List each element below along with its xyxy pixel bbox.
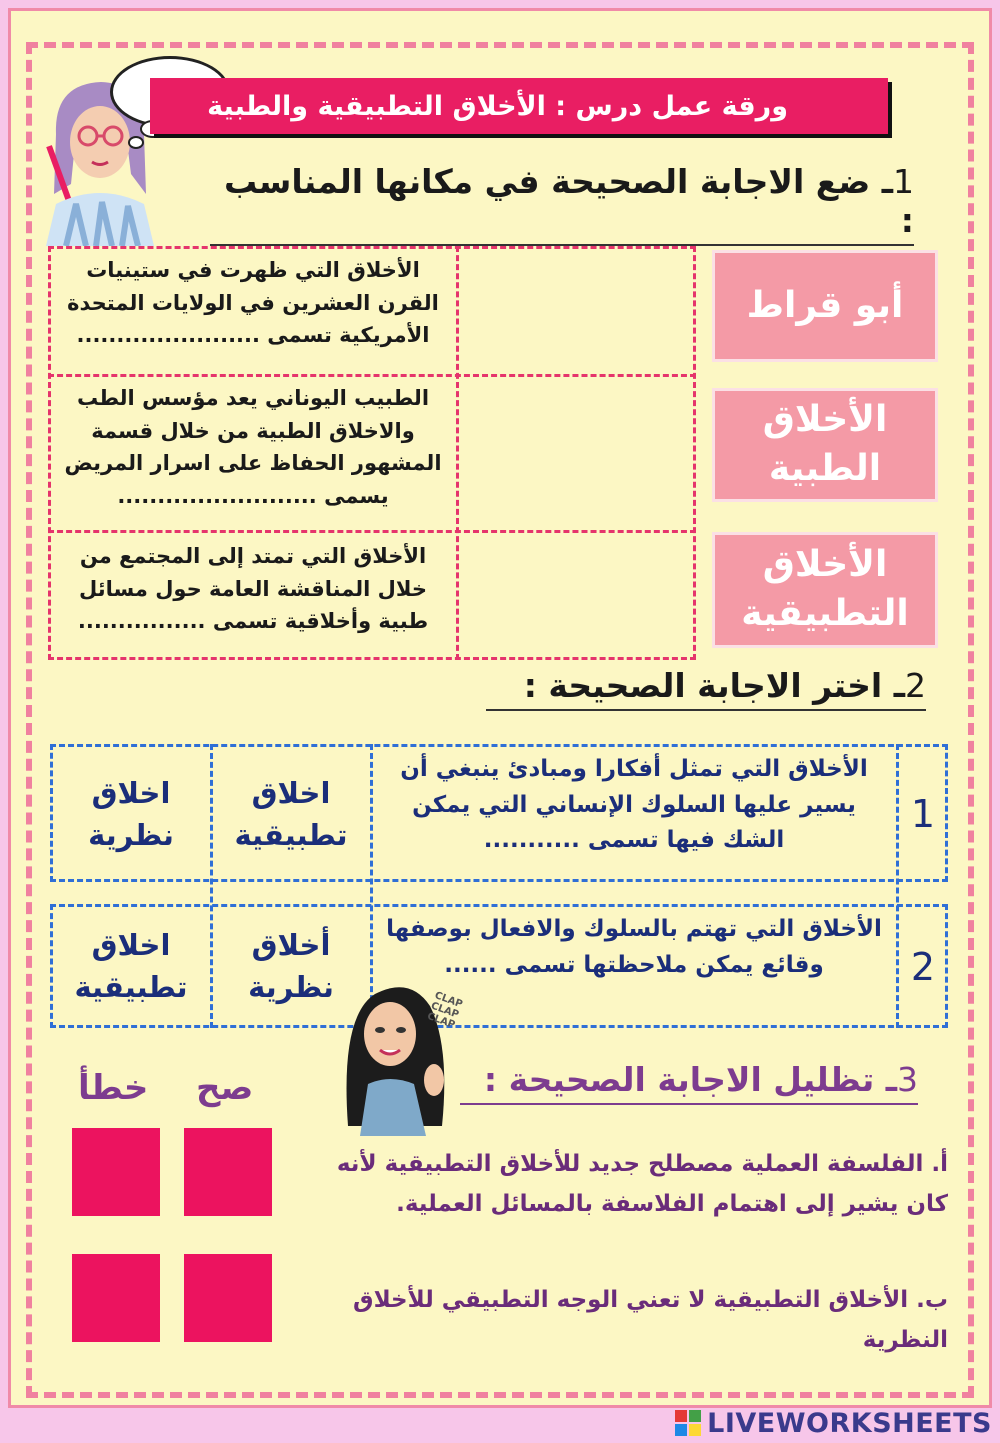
false-label: خطأ xyxy=(78,1068,149,1108)
thought-bubble-dot xyxy=(128,136,144,149)
section2-heading-text: ـ اختر الاجابة الصحيحة : xyxy=(523,666,905,705)
grid-divider xyxy=(48,530,696,533)
draggable-term[interactable]: الأخلاق التطبيقية xyxy=(712,532,938,648)
match-description: الأخلاق التي ظهرت في ستينيات القرن العشرين في الولايات المتحدة الأمريكية تسمى ....................... xyxy=(67,258,439,348)
answer-drop-zone[interactable] xyxy=(466,540,686,652)
question-text: الأخلاق التي تمثل أفكارا ومبادئ ينبغي أن يسير عليها السلوك الإنساني التي يمكن الشك فيها تسمى ........... xyxy=(400,756,868,854)
section3-number: 3 xyxy=(897,1060,918,1099)
worksheet-title xyxy=(150,78,888,134)
question-number: 1 xyxy=(910,792,936,836)
question-text: الأخلاق التي تهتم بالسلوك والافعال بوصفها وقائع يمكن ملاحظتها تسمى ...... xyxy=(386,916,882,978)
option-button[interactable]: اخلاق نظرية xyxy=(88,775,174,852)
option-button[interactable]: أخلاق نظرية xyxy=(248,927,334,1004)
true-label: صح xyxy=(196,1068,254,1108)
answer-drop-zone[interactable] xyxy=(466,386,686,522)
liveworksheets-logo xyxy=(675,1406,992,1440)
grid-divider xyxy=(48,374,696,377)
section1-number: 1 xyxy=(893,162,914,201)
option-button[interactable]: اخلاق تطبيقية xyxy=(74,927,188,1004)
section1-heading xyxy=(210,162,914,246)
option-button[interactable]: اخلاق تطبيقية xyxy=(234,775,348,852)
section2-heading xyxy=(486,666,926,711)
column-divider xyxy=(210,744,213,1028)
section3-heading xyxy=(460,1060,918,1105)
draggable-term[interactable]: أبو قراط xyxy=(712,250,938,362)
section3-heading-text: ـ تظليل الاجابة الصحيحة : xyxy=(483,1060,897,1099)
match-description: الطبيب اليوناني يعد مؤسس الطب والاخلاق الطبية من خلال قسمة المشهور الحفاظ على اسرار المريض يسمى ......................... xyxy=(64,386,442,508)
logo-text: LIVEWORKSHEETS xyxy=(707,1407,992,1439)
true-answer-box[interactable] xyxy=(184,1254,272,1342)
answer-drop-zone[interactable] xyxy=(466,256,686,366)
liveworksheets-icon xyxy=(675,1410,701,1436)
match-description: الأخلاق التي تمتد إلى المجتمع من خلال المناقشة العامة حول مسائل طبية وأخلاقية تسمى ................ xyxy=(77,544,429,634)
statement-b: ب. الأخلاق التطبيقية لا تعني الوجه التطبيقي للأخلاق النظرية xyxy=(353,1287,948,1354)
section1-heading-text: ـ ضع الاجابة الصحيحة في مكانها المناسب : xyxy=(223,162,914,240)
title-text: ورقة عمل درس : الأخلاق التطبيقية والطبية xyxy=(207,90,788,122)
section2-number: 2 xyxy=(905,666,926,705)
question-number: 2 xyxy=(910,945,936,989)
statement-a: أ. الفلسفة العملية مصطلح جديد للأخلاق التطبيقية لأنه كان يشير إلى اهتمام الفلاسفة بالمسائل العملية. xyxy=(336,1151,948,1218)
true-answer-box[interactable] xyxy=(184,1128,272,1216)
draggable-term[interactable]: الأخلاق الطبية xyxy=(712,388,938,502)
grid-divider xyxy=(456,246,459,660)
clap-text: CLAP CLAP CLAP xyxy=(425,990,464,1032)
false-answer-box[interactable] xyxy=(72,1128,160,1216)
false-answer-box[interactable] xyxy=(72,1254,160,1342)
